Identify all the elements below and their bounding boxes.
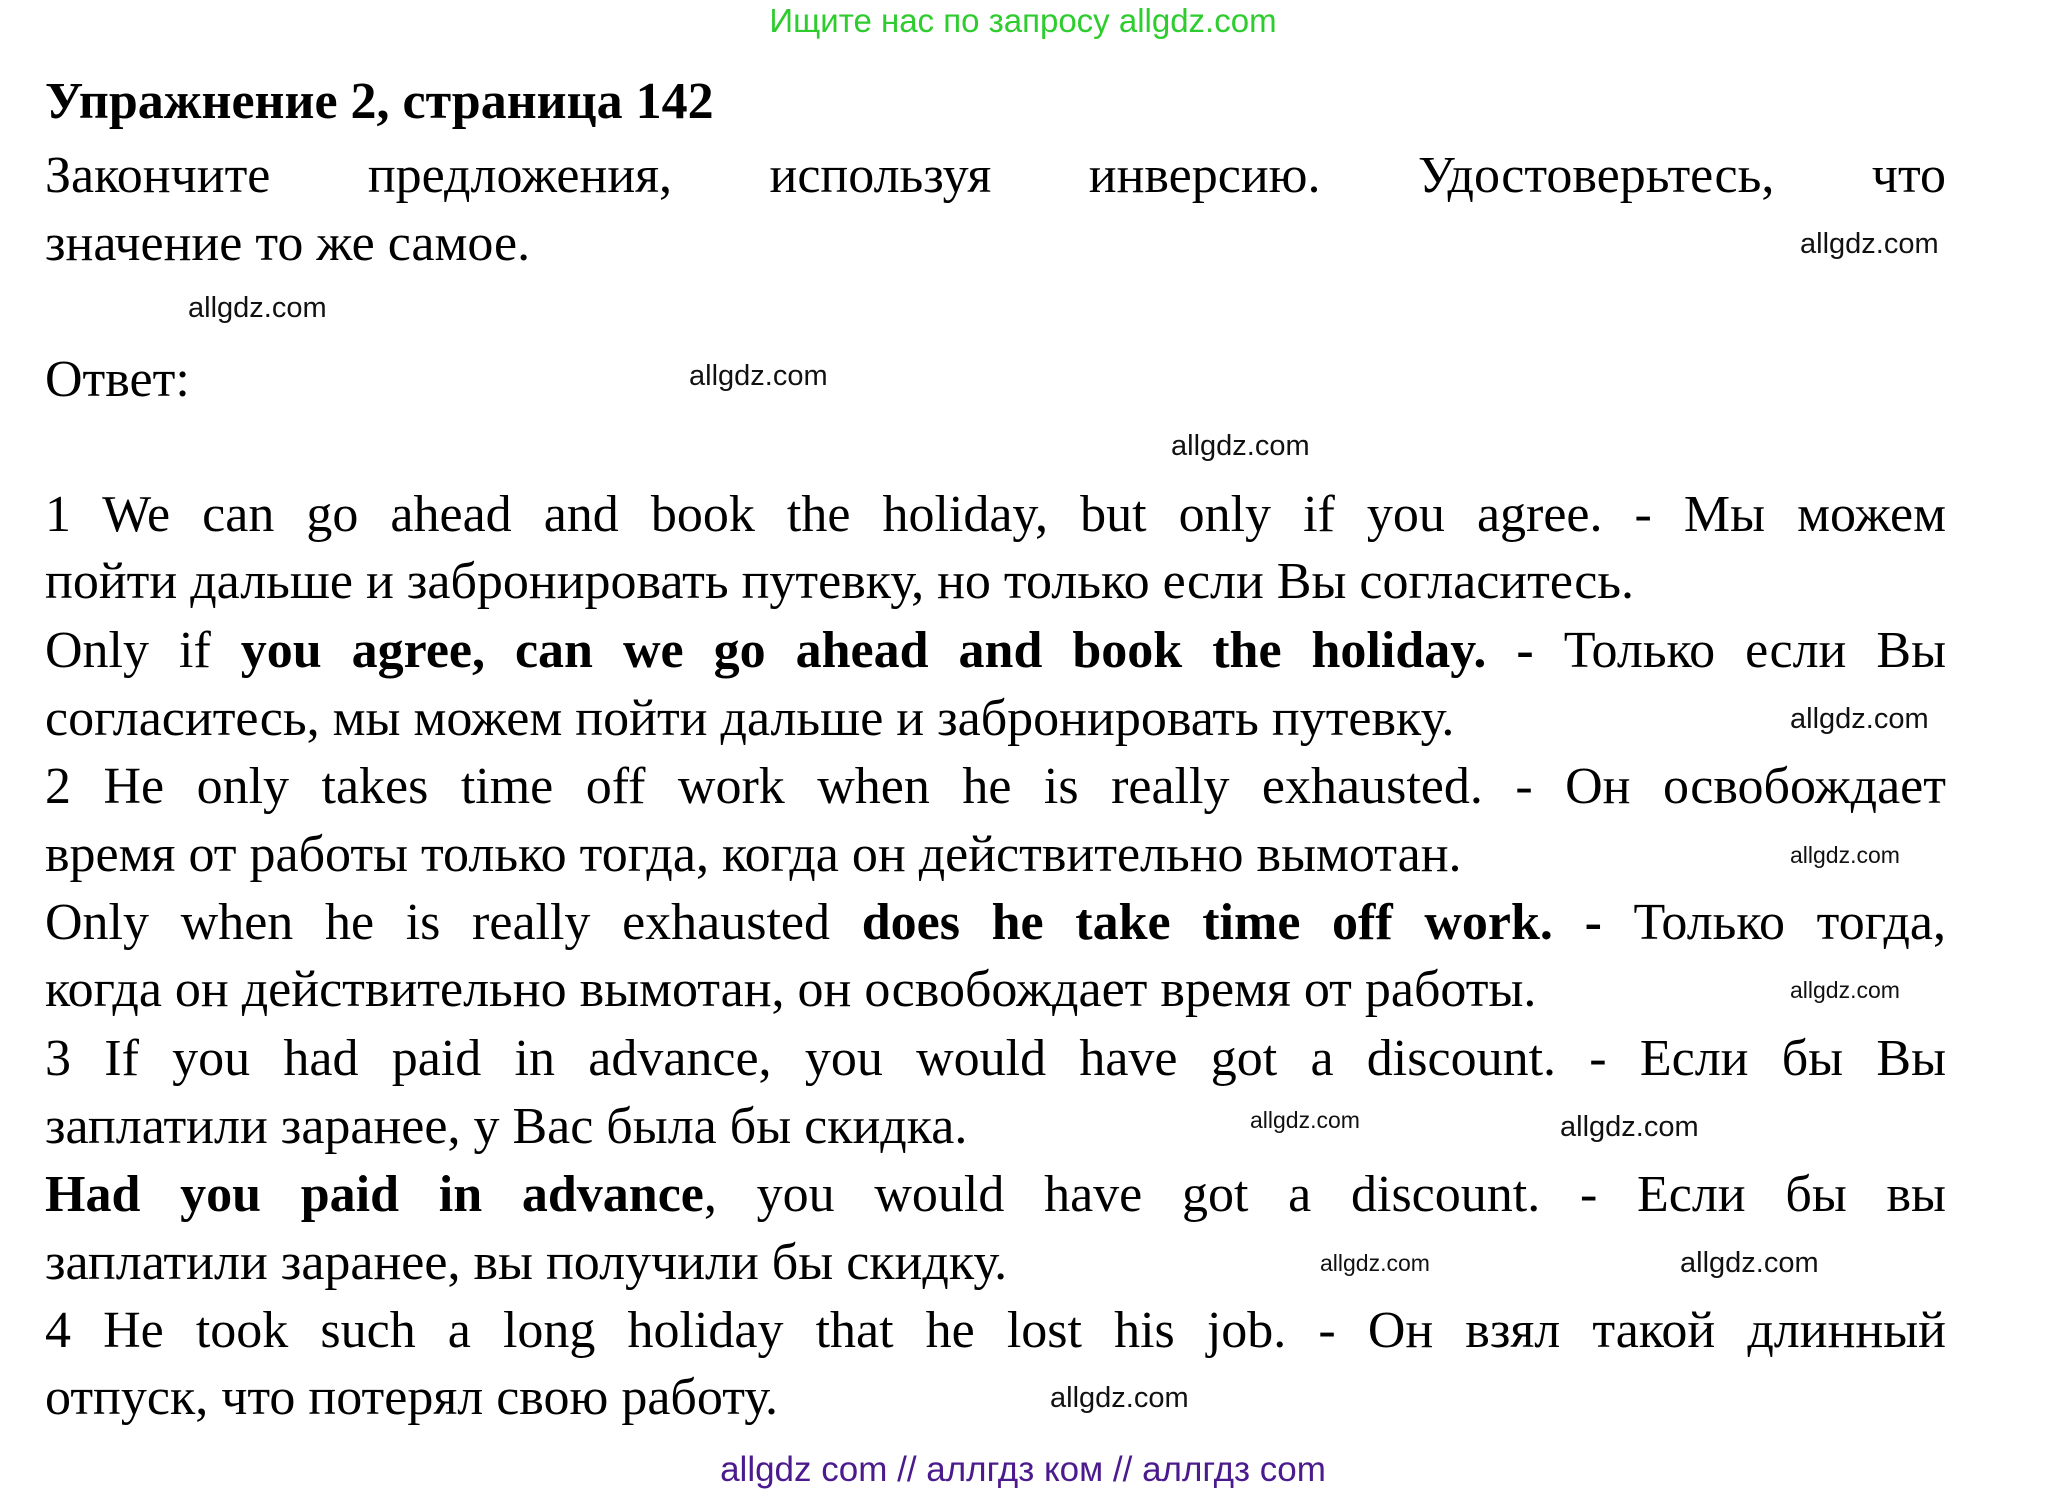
text-segment: 1 We can go ahead and book the holiday, but only if you agree. - Мы можем [45,486,1946,543]
watermark-text: allgdz.com [1050,1382,1189,1414]
text-segment: Only if [45,622,241,679]
watermark-text: allgdz.com [1320,1250,1430,1276]
text-line [45,889,1946,957]
text-segment: 2 He only takes time off work when he is really exhausted. - Он освобождает [45,758,1946,815]
text-line [45,210,530,278]
bold-answer-text: does he take time off work. - [861,894,1602,951]
text-segment: отпуск, что потерял свою работу. [45,1369,779,1426]
text-segment: Ответ: [45,351,190,408]
exercise-title: Упражнение 2, страница 142 [45,73,714,130]
watermark-text: allgdz.com [1790,703,1929,735]
text-segment: значение то же самое. [45,215,531,272]
text-line [45,1297,1946,1365]
text-segment: пойти дальше и забронировать путевку, но только если Вы согласитесь. [45,553,1635,610]
bold-answer-text: Had you paid in advance [45,1166,704,1223]
bold-answer-text: you agree, can we go ahead and book the holiday. - [240,622,1534,679]
text-line [45,753,1946,821]
text-segment: согласитесь, мы можем пойти дальше и забронировать путевку. [45,690,1455,747]
text-segment: заплатили заранее, у Вас была бы скидка. [45,1098,968,1155]
text-line [45,956,1536,1024]
footer-links: allgdz com // аллгдз ком // аллгдз com [720,1450,1326,1489]
watermark-text: allgdz.com [689,360,828,392]
watermark-text: allgdz.com [1560,1111,1699,1143]
watermark-text: allgdz.com [188,292,327,324]
text-line [45,142,1946,210]
watermark-text: allgdz.com [1790,977,1900,1003]
text-segment: Только тогда, [1601,894,1946,951]
text-segment: 4 He took such a long holiday that he lost his job. - Он взял такой длинный [45,1302,1946,1359]
text-line [45,1229,1007,1297]
text-line [45,481,1946,549]
text-line [45,1364,778,1432]
text-line [45,617,1946,685]
answer-label [45,346,190,414]
watermark-text: allgdz.com [1171,430,1310,462]
text-line [45,548,1634,616]
text-line [45,1025,1946,1093]
watermark-text: allgdz.com [1250,1107,1360,1133]
search-banner: Ищите нас по запросу allgdz.com [769,2,1277,39]
text-line [45,1093,967,1161]
text-segment: когда он действительно вымотан, он освобождает время от работы. [45,961,1537,1018]
text-segment: Only when he is really exhausted [45,894,862,951]
text-segment: Только если Вы [1533,622,1947,679]
watermark-text: allgdz.com [1800,228,1939,260]
text-segment: время от работы только тогда, когда он действительно вымотан. [45,826,1462,883]
text-line [45,1161,1946,1229]
watermark-text: allgdz.com [1790,842,1900,868]
text-segment: , you would have got a discount. - Если бы вы [703,1166,1946,1223]
text-segment: Закончите предложения, используя инверсию. Удостоверьтесь, что [45,147,1946,204]
text-line [45,821,1462,889]
text-line [45,685,1454,753]
text-segment: 3 If you had paid in advance, you would have got a discount. - Если бы Вы [45,1030,1946,1087]
watermark-text: allgdz.com [1680,1247,1819,1279]
text-segment: заплатили заранее, вы получили бы скидку. [45,1234,1008,1291]
